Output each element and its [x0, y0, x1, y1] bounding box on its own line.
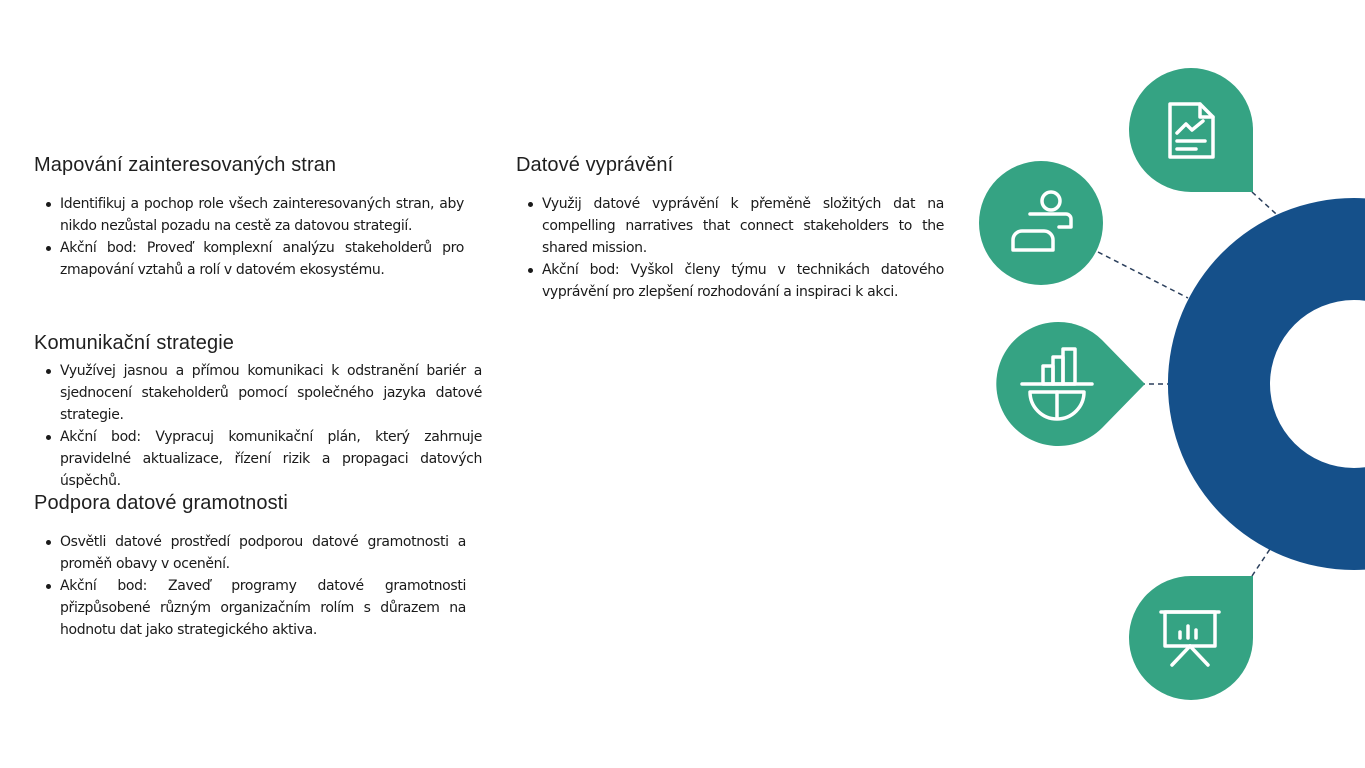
presentation-board-icon — [1161, 612, 1219, 665]
connector-lines — [1098, 192, 1296, 576]
bubble-shape — [1129, 576, 1253, 700]
bubble-presentation — [1129, 576, 1253, 700]
document-chart-icon — [1170, 104, 1213, 157]
section-stakeholder-mapping — [34, 153, 464, 281]
bullet-list — [516, 193, 944, 303]
bullet-item: Identifikuj a pochop role všech zainteresovaných stran, aby nikdo nezůstal pozadu na cestě za datovou strategií. — [60, 193, 464, 237]
section-data-storytelling — [516, 153, 944, 303]
bubble-literacy — [996, 322, 1145, 446]
connector-line — [1252, 192, 1296, 232]
bullet-list — [34, 193, 464, 281]
section-title: Datové vyprávění — [516, 154, 674, 176]
bullet-item: Využívej jasnou a přímou komunikaci k odstranění bariér a sjednocení stakeholderů pomocí společného jazyka datové strategie. — [60, 360, 482, 426]
people-icon — [1013, 192, 1071, 250]
bullet-item: Akční bod: Proveď komplexní analýzu stakeholderů pro zmapování vztahů a rolí v datovém ekosystému. — [60, 237, 464, 281]
section-communication-strategy — [34, 331, 482, 492]
bullet-item: Akční bod: Vyškol členy týmu v technikách datového vyprávění pro zlepšení rozhodování a inspiraci k akci. — [542, 259, 944, 303]
chart-bowl-icon — [1022, 349, 1092, 419]
bubble-report — [1129, 68, 1253, 192]
section-title: Mapování zainteresovaných stran — [34, 154, 337, 176]
bullet-item: Akční bod: Vypracuj komunikační plán, který zahrnuje pravidelné aktualizace, řízení rizik a propagaci datových úspěchů. — [60, 426, 482, 492]
section-title: Komunikační strategie — [34, 332, 234, 354]
section-data-literacy — [34, 491, 466, 641]
bubble-shape — [1129, 68, 1253, 192]
hub-ring — [1168, 198, 1365, 570]
connector-line — [1098, 252, 1188, 298]
bubble-shape — [996, 322, 1145, 446]
bullet-item: Akční bod: Zaveď programy datové gramotnosti přizpůsobené různým organizačním rolím s důrazem na hodnotu dat jako strategického aktiva. — [60, 575, 466, 641]
bullet-item: Využij datové vyprávění k přeměně složitých dat na compelling narratives that connect stakeholders to the shared mission. — [542, 193, 944, 259]
bubble-stakeholders — [979, 161, 1103, 285]
bullet-list — [34, 360, 482, 492]
bubble-shape — [979, 161, 1103, 285]
connector-line — [1252, 540, 1276, 576]
bullet-list — [34, 531, 466, 641]
section-title: Podpora datové gramotnosti — [34, 492, 288, 514]
bullet-item: Osvětli datové prostředí podporou datové gramotnosti a proměň obavy v ocenění. — [60, 531, 466, 575]
